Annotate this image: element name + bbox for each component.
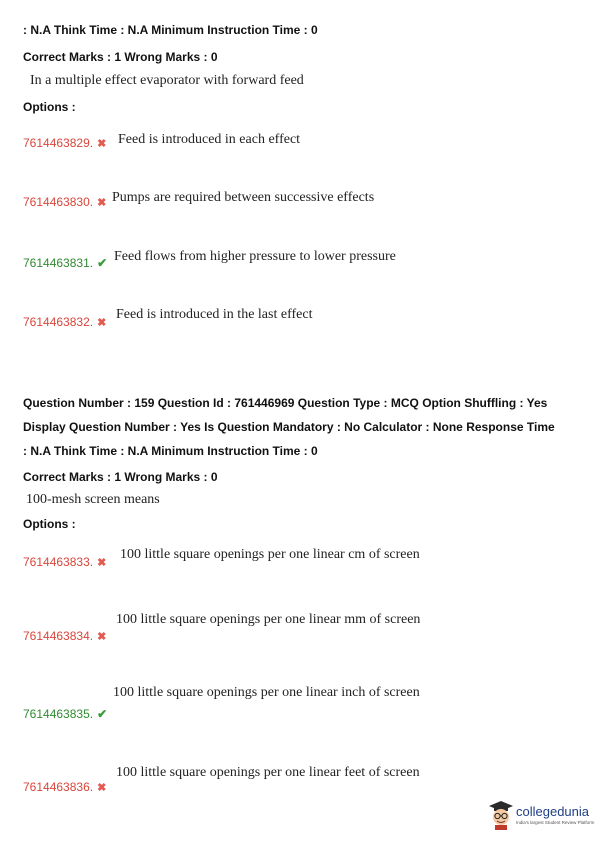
q2-option-3-text: 100 little square openings per one linear inch of screen bbox=[113, 685, 420, 700]
option-id: 7614463830. bbox=[23, 195, 94, 209]
q1-option-1-text: Feed is introduced in each effect bbox=[118, 132, 301, 147]
option-id: 7614463836. bbox=[23, 780, 94, 794]
option-id: 7614463829. bbox=[23, 136, 94, 150]
q1-option-4-id bbox=[23, 315, 106, 329]
option-id: 7614463835. bbox=[23, 707, 94, 721]
cross-icon: ✖ bbox=[97, 197, 107, 209]
q2-header-line-1: Question Number : 159 Question Id : 761446969 Question Type : MCQ Option Shuffling : Yes bbox=[23, 396, 548, 410]
cross-icon: ✖ bbox=[97, 631, 107, 643]
option-id: 7614463832. bbox=[23, 315, 94, 329]
q2-option-3-id bbox=[23, 707, 107, 721]
student-mascot-icon bbox=[488, 800, 514, 830]
logo-tagline: India's largest Student Review Platform bbox=[516, 820, 595, 825]
q2-option-1-id bbox=[23, 555, 106, 569]
cross-icon: ✖ bbox=[97, 138, 107, 150]
option-id: 7614463834. bbox=[23, 629, 94, 643]
q1-option-4-text: Feed is introduced in the last effect bbox=[116, 307, 313, 322]
q2-header-line-3: : N.A Think Time : N.A Minimum Instruction Time : 0 bbox=[23, 444, 318, 458]
check-icon: ✔ bbox=[97, 707, 108, 721]
q2-option-2-text: 100 little square openings per one linear mm of screen bbox=[116, 612, 421, 627]
cross-icon: ✖ bbox=[97, 317, 107, 329]
logo-name: collegedunia bbox=[516, 804, 590, 819]
q1-option-2-text: Pumps are required between successive effects bbox=[112, 190, 375, 205]
q1-marks-line: Correct Marks : 1 Wrong Marks : 0 bbox=[23, 50, 218, 64]
q1-option-2-id bbox=[23, 195, 106, 209]
q1-option-3-text: Feed flows from higher pressure to lower pressure bbox=[114, 249, 396, 264]
check-icon: ✔ bbox=[97, 256, 108, 270]
cross-icon: ✖ bbox=[97, 782, 107, 794]
option-id: 7614463831. bbox=[23, 256, 94, 270]
q1-option-3-id bbox=[23, 256, 107, 270]
collegedunia-logo bbox=[488, 800, 595, 832]
q1-meta-line: : N.A Think Time : N.A Minimum Instruction Time : 0 bbox=[23, 23, 318, 37]
q2-question-text: 100-mesh screen means bbox=[26, 492, 160, 507]
q1-options-label: Options : bbox=[23, 100, 76, 114]
q2-option-4-text: 100 little square openings per one linear feet of screen bbox=[116, 765, 420, 780]
option-id: 7614463833. bbox=[23, 555, 94, 569]
q2-option-1-text: 100 little square openings per one linear cm of screen bbox=[120, 547, 420, 562]
q1-question-text: In a multiple effect evaporator with forward feed bbox=[30, 73, 304, 88]
q1-option-1-id bbox=[23, 136, 106, 150]
q2-options-label: Options : bbox=[23, 517, 76, 531]
q2-marks-line: Correct Marks : 1 Wrong Marks : 0 bbox=[23, 470, 218, 484]
q2-header-line-2: Display Question Number : Yes Is Question Mandatory : No Calculator : None Response Time bbox=[23, 420, 555, 434]
q2-option-4-id bbox=[23, 780, 106, 794]
cross-icon: ✖ bbox=[97, 557, 107, 569]
q2-option-2-id bbox=[23, 629, 106, 643]
